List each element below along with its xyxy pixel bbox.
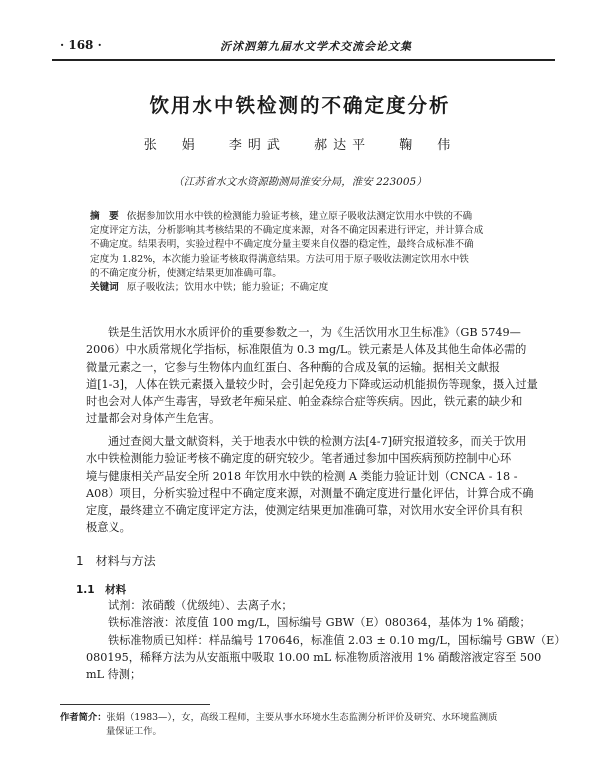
footnote-text: 张娟（1983—），女，高级工程师，主要从事水环境水生态监测分析评价及研究、水环境监测质 xyxy=(106,712,498,723)
body-line: 水中铁检测能力验证考核不确定度的研究较少。笔者通过参加中国疾病预防控制中心环 xyxy=(86,452,512,466)
footnote-line xyxy=(60,711,550,725)
author-list xyxy=(0,134,600,153)
body-line: 铁标准物质已知样：样品编号 170646，标准值 2.03 ± 0.10 mg/L，国标编号 GBW（E） xyxy=(108,633,566,647)
body-line: 极意义。 xyxy=(86,521,131,535)
abstract-line: 定度为 1.82%，本次能力验证考核取得满意结果。方法可用于原子吸收法测定饮用水中铁 xyxy=(90,253,469,265)
body-line: 境与健康相关产品安全所 2018 年饮用水中铁的检测 A 类能力验证计划（CNCA - 18 - xyxy=(86,469,518,483)
body-line: 道[1-3]，人体在铁元素摄入量较少时，会引起免疫力下降或运动机能损伤等现象，摄入过量 xyxy=(86,377,538,391)
body-line: 铁是生活饮用水水质评价的重要参数之一，为《生活饮用水卫生标准》（GB 5749— xyxy=(108,326,521,339)
body-line: 过量都会对身体产生危害。 xyxy=(86,412,221,426)
running-head: 沂沭泗第九届水文学术交流会论文集 xyxy=(220,40,412,53)
abstract-line: 定度评定方法，分析影响其考核结果的不确定度来源，对各不确定因素进行评定，并计算合成 xyxy=(90,225,484,237)
body-line: A08）项目，分析实验过程中不确定度来源，对测量不确定度进行量化评估，计算合成不确 xyxy=(86,486,534,500)
keywords-text: 原子吸收法；饮用水中铁；能力验证；不确定度 xyxy=(126,282,329,294)
abstract-text: 依据参加饮用水中铁的检测能力验证考核，建立原子吸收法测定饮用水中铁的不确 xyxy=(126,211,473,222)
keywords-line xyxy=(90,281,510,295)
author-name: 郝达平 xyxy=(314,138,372,153)
abstract-line xyxy=(90,210,510,224)
abstract xyxy=(90,210,510,295)
header-rule xyxy=(52,59,555,61)
footnote-rule xyxy=(60,704,210,705)
abstract-line: 不确定度。结果表明，实验过程中不确定度分量主要来自仪器的稳定性，最终合成标准不确 xyxy=(90,239,474,251)
body-line: 时也会对人体产生毒害，导致老年痴呆症、帕金森综合症等疾病。因此，铁元素的缺少和 xyxy=(86,395,523,409)
abstract-line: 的不确定度分析，使测定结果更加准确可靠。 xyxy=(90,267,282,279)
subsection-heading: 1.1 材料 xyxy=(76,584,127,596)
body-line: 通过查阅大量文献资料，关于地表水中铁的检测方法[4-7]研究报道较多，而关于饮用 xyxy=(108,435,527,448)
body-line: 080195，稀释方法为从安瓿瓶中吸取 10.00 mL 标准物质溶液用 1% 硝酸溶液定容至 500 xyxy=(86,650,542,664)
body-line: mL 待测； xyxy=(86,668,142,682)
author-name: 李明武 xyxy=(228,138,286,153)
author-name: 张 娟 xyxy=(143,138,201,153)
intro-paragraph-2 xyxy=(86,433,534,537)
author-name: 鞠 伟 xyxy=(399,138,457,153)
keywords-label: 关键词 xyxy=(90,282,119,294)
body-line: 2006）中水质常规化学指标，标准限值为 0.3 mg/L。铁元素是人体及其他生命体必需的 xyxy=(86,343,527,357)
body-line: 铁标准溶液：浓度值 100 mg/L，国标编号 GBW（E）080364，基体为 1% 硝酸； xyxy=(108,616,531,630)
page-number: · 168 · xyxy=(60,38,102,52)
materials-list xyxy=(86,597,566,683)
body-line: 微量元素之一，它参与生物体内血红蛋白、各种酶的合成及氧的运输。据相关文献报 xyxy=(86,360,500,374)
affiliation: （江苏省水文水资源勘测局淮安分局，淮安 223005） xyxy=(173,176,427,188)
body-line: 定度，最终建立不确定度评定方法，使测定结果更加准确可靠，对饮用水安全评价具有积 xyxy=(86,504,523,518)
footnote-label: 作者简介： xyxy=(60,712,107,723)
author-footnote xyxy=(60,711,550,739)
section-heading: 1 材料与方法 xyxy=(76,554,156,568)
paper-title: 饮用水中铁检测的不确定度分析 xyxy=(149,94,451,117)
abstract-label: 摘 要 xyxy=(90,211,119,222)
footnote-line: 量保证工作。 xyxy=(106,726,162,737)
body-line: 试剂：浓硝酸（优级纯）、去离子水； xyxy=(108,599,293,612)
intro-paragraph-1 xyxy=(86,324,538,428)
